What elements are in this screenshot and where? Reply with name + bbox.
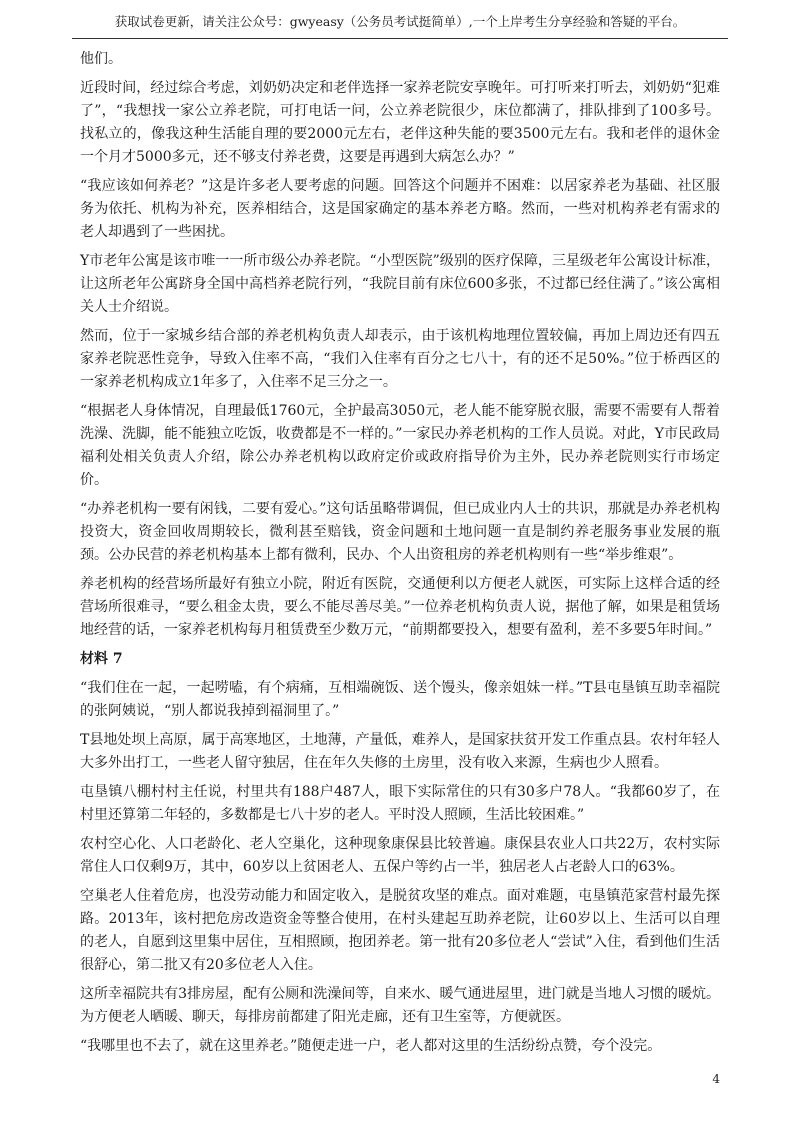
paragraph: “我哪里也不去了，就在这里养老。”随便走进一户，老人都对这里的生活纷纷点赞，夸个没完。 (80, 1038, 662, 1054)
paragraph: 屯垦镇八棚村村主任说，村里共有188户487人，眼下实际常住的只有30多户78人。“我都60岁了，在村里还算第二年轻的，多数都是七八十岁的老人。平时没人照顾，生活比较困难。” (80, 784, 720, 823)
paragraph: 空巢老人住着危房，也没劳动能力和固定收入，是脱贫攻坚的难点。面对难题，屯垦镇范家营村最先探路。2013年，该村把危房改造资金等整合使用，在村头建起互助养老院，让60岁以上、生活可以自理的老人，自愿到这里集中居住，互相照顾，抱团养老。第一批有20多位老人“尝试”入住，看到他们生活很舒心，第二批又有20多位老人入住。 (80, 888, 720, 973)
paragraph: 农村空心化、人口老龄化、老人空巢化，这种现象康保县比较普遍。康保县农业人口共22万，农村实际常住人口仅剩9万，其中，60岁以上贫困老人、五保户等约占一半，独居老人占老龄人口的63%。 (80, 836, 720, 875)
paragraph: 他们。 (80, 51, 122, 67)
paragraph: 近段时间，经过综合考虑，刘奶奶决定和老伴选择一家养老院安享晚年。可打听来打听去，刘奶奶“犯难了”，“我想找一家公立养老院，可打电话一问，公立养老院很少，床位都满了，排队排到了100多号。找私立的，像我这种生活能自理的要2000元左右，老伴这种失能的要3500元左右。我和老伴的退休金一个月才5000多元，还不够支付养老费，这要是再遇到大病怎么办？” (80, 80, 720, 165)
header-divider (72, 38, 728, 39)
document-body (80, 48, 720, 1064)
section-heading: 材料 7 (80, 651, 123, 667)
paragraph: “办养老机构一要有闲钱，二要有爱心。”这句话虽略带调侃，但已成业内人士的共识，那就是办养老机构投资大，资金回收周期较长，微利甚至赔钱，资金问题和土地问题一直是制约养老服务事业发展的瓶颈。公办民营的养老机构基本上都有微利，民办、个人出资租房的养老机构则有一些“举步维艰”。 (80, 501, 720, 563)
page-header: 获取试卷更新，请关注公众号：gwyeasy（公务员考试挺简单）,一个上岸考生分享经验和答疑的平台。 (114, 14, 686, 29)
paragraph: “根据老人身体情况，自理最低1760元，全护最高3050元，老人能不能穿脱衣服，需要不需要有人帮着洗澡、洗脚，能不能独立吃饭，收费都是不一样的。”一家民办养老机构的工作人员说。对此，Y市民政局福利处相关负责人介绍，除公办养老机构以政府定价或政府指导价为主外，民办养老院则实行市场定价。 (80, 403, 720, 488)
paragraph: Y市老年公寓是该市唯一一所市级公办养老院。“小型医院”级别的医疗保障，三星级老年公寓设计标准，让这所老年公寓跻身全国中高档养老院行列，“我院目前有床位600多张，不过都已经住满了。”该公寓相关人士介绍说。 (80, 253, 720, 315)
paragraph: 养老机构的经营场所最好有独立小院，附近有医院，交通便利以方便老人就医，可实际上这样合适的经营场所很难寻，“要么租金太贵，要么不能尽善尽美。”一位养老机构负责人说，据他了解，如果是租赁场地经营的话，一家养老机构每月租赁费至少数万元，“前期都要投入，想要有盈利，差不多要5年时间。” (80, 576, 720, 638)
paragraph: T县地处坝上高原，属于高寒地区，土地薄，产量低，难养人，是国家扶贫开发工作重点县。农村年轻人大多外出打工，一些老人留守独居，住在年久失修的土房里，没有收入来源，生病也少人照看。 (80, 732, 720, 771)
paragraph: 这所幸福院共有3排房屋，配有公厕和洗澡间等，自来水、暖气通进屋里，进门就是当地人习惯的暖炕。为方便老人晒暖、聊天，每排房前都建了阳光走廊，还有卫生室等，方便就医。 (80, 986, 720, 1025)
paragraph: 然而，位于一家城乡结合部的养老机构负责人却表示，由于该机构地理位置较偏，再加上周边还有四五家养老院恶性竞争，导致入住率不高，“我们入住率有百分之七八十，有的还不足50%。”位于桥西区的一家养老机构成立1年多了，入住率不足三分之一。 (80, 328, 720, 390)
paragraph: “我们住在一起，一起唠嗑，有个病痛，互相端碗饭、送个馒头，像亲姐妹一样。”T县屯垦镇互助幸福院的张阿姨说，“别人都说我掉到福洞里了。” (80, 680, 720, 719)
paragraph: “我应该如何养老？”这是许多老人要考虑的问题。回答这个问题并不困难：以居家养老为基础、社区服务为依托、机构为补充，医养相结合，这是国家确定的基本养老方略。然而，一些对机构养老有需求的老人却遇到了一些困扰。 (80, 178, 720, 240)
page-number: 4 (712, 1072, 720, 1086)
